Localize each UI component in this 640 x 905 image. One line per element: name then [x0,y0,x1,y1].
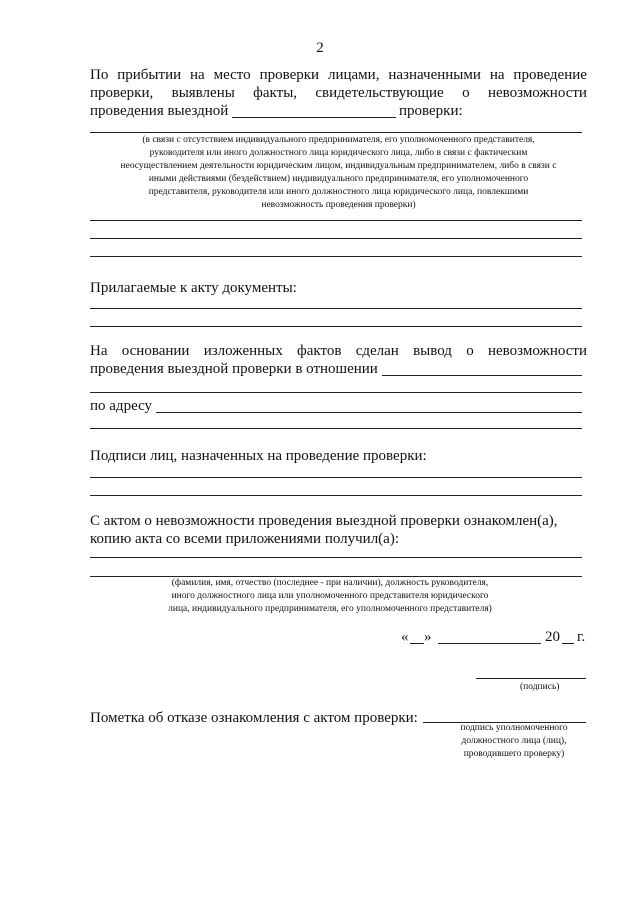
word: невозможности [487,343,587,359]
reason-note-line: иными действиями (бездействием) индивидуального предпринимателя, его уполномоченного [148,174,529,184]
word: основании [121,343,190,359]
word: прибытии [117,67,182,83]
date-day-field[interactable] [410,643,424,644]
inspected-entity-field[interactable] [382,375,582,376]
refusal-note [444,722,584,761]
date-month-field[interactable] [438,643,541,644]
reason-field-line[interactable] [90,238,582,239]
word: вывод [413,343,452,359]
signatures-field[interactable] [90,495,582,496]
reason-note [90,134,587,212]
word: лицами, [327,67,380,83]
word: фактов [297,343,342,359]
conclusion-line-1 [90,342,587,360]
reason-field[interactable] [90,132,582,133]
word: на [190,67,205,83]
address-label: по адресу [90,398,153,414]
reason-note-line: представителя, руководителя или иного должностного лица юридического лица, повлекшими [148,187,529,197]
refusal-note-line: подпись уполномоченного [460,723,568,733]
word: изложенных [203,343,283,359]
word: проверки [259,67,320,83]
attached-docs-field[interactable] [90,326,582,327]
word: проведение [513,67,587,83]
refusal-label: Пометка об отказе ознакомления с актом проверки: [90,710,418,726]
reason-note-line: руководителя или иного должностного лица юридического лица, либо в связи с фактическим [149,148,528,158]
reason-note-line: невозможность проведения проверки) [261,200,416,210]
acknowledgement-line-2: копию акта со всеми приложениями получил(а): [90,531,400,547]
word: выявлены [171,85,235,101]
word: По [90,67,109,83]
signatures-field[interactable] [90,477,582,478]
word: место [213,67,251,83]
inspected-entity-field-line[interactable] [90,392,582,393]
acknowledgement-field[interactable] [90,557,582,558]
intro-line-2 [90,84,587,102]
date-open-quote: « [401,629,409,645]
date-year-prefix: 20 [545,629,560,645]
conclusion-line-2: проведения выездной проверки в отношении [90,361,378,377]
address-field[interactable] [156,412,582,413]
acknowledgement-note-line: иного должностного лица или уполномоченного представителя юридического [171,591,489,601]
acknowledgement-note-line: лица, индивидуального предпринимателя, его уполномоченного представителя) [168,604,492,614]
word: сделан [355,343,399,359]
page-number: 2 [316,40,324,56]
intro-line-3-end: проверки: [399,103,463,119]
address-field-line[interactable] [90,428,582,429]
attached-docs-field[interactable] [90,308,582,309]
signature-caption: (подпись) [520,682,560,692]
word: о [462,85,470,101]
reason-field-line[interactable] [90,256,582,257]
date-year-suffix: г. [577,629,586,645]
signatures-label: Подписи лиц, назначенных на проведение проверки: [90,448,427,464]
acknowledgement-note [120,577,540,616]
word: На [90,343,108,359]
date-year-field[interactable] [562,643,574,644]
word: о [466,343,474,359]
attached-docs-label: Прилагаемые к акту документы: [90,280,297,296]
signature-field[interactable] [476,678,586,679]
date-close-quote: » [424,629,432,645]
reason-note-line: (в связи с отсутствием индивидуального предпринимателя, его уполномоченного представителя, [142,135,535,145]
reason-note-line: неосуществлением деятельности юридическим лицом, индивидуальным предпринимателем, либо в связи с [120,161,557,171]
word: невозможности [487,85,587,101]
acknowledgement-line-1: С актом о невозможности проведения выездной проверки ознакомлен(а), [90,513,558,529]
inspection-type-field[interactable] [232,117,396,118]
reason-field-line[interactable] [90,220,582,221]
refusal-note-line: проводившего проверку) [463,749,565,759]
word: факты, [253,85,298,101]
refusal-note-line: должностного лица (лиц), [461,736,567,746]
word: свидетельствующие [315,85,444,101]
word: проверки, [90,85,154,101]
intro-line-1 [90,66,587,84]
acknowledgement-note-line: (фамилия, имя, отчество (последнее - при наличии), должность руководителя, [171,578,489,588]
intro-line-3-start: проведения выездной [90,103,229,119]
word: на [489,67,505,83]
word: назначенными [388,67,481,83]
